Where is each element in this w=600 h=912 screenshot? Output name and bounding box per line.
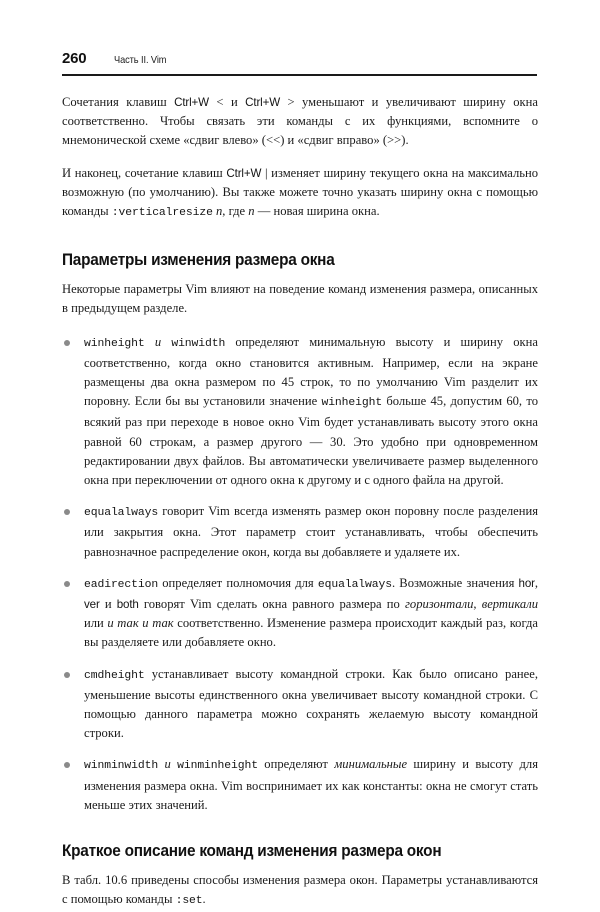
italic-n-2: n (248, 204, 255, 219)
text-run: определяет полномочия для (158, 575, 318, 590)
code-cmdheight: cmdheight (84, 669, 145, 682)
bullet-icon (64, 672, 70, 678)
code-winminwidth: winminwidth (84, 760, 159, 773)
text-run: Сочетания клавиш (62, 95, 175, 109)
text-run: и (99, 597, 117, 612)
text-run: определяют (257, 757, 335, 772)
text-run: < и (208, 95, 246, 109)
paragraph-summary-intro (62, 871, 538, 911)
text-run: | изменяет ширину текущего окна на максимально возможную (по умолчанию). Вы также можете точно указать ширину окна с помощью команды (62, 165, 539, 219)
list-item (62, 665, 538, 744)
list-item (62, 574, 538, 653)
italic-vertical: вертикали (481, 597, 538, 612)
value-hor: hor (518, 576, 535, 590)
bullet-icon (64, 581, 70, 587)
section-heading-summary: Краткое описание команд изменения размера окон (62, 842, 442, 861)
text-run: ширину и высоту для изменения размера окна. Vim воспринимает их как константы: окна не смогут стать меньше этих значений. (84, 757, 538, 812)
bullet-icon (64, 340, 70, 346)
text-run: больше 45, допустим 60, то всякий раз при переходе в новое окно Vim будет устанавливать высоту этого окна равной 60 строкам, а размер другого — 30. Это удобно при одновременном редактировании двух файлов. Вы автоматически увеличиваете размер выделенного окна при переключении от одного окна к другому и с одного файла на другой. (84, 394, 538, 488)
paragraph-verticalresize (62, 164, 538, 224)
code-winheight-2: winheight (321, 397, 383, 410)
text-run: В табл. 10.6 приведены способы изменения размера окон. Параметры устанавливаются с помощью команды (62, 873, 538, 907)
paragraph-options-intro: Некоторые параметры Vim влияют на поведение команд изменения размера, описанных в предыдущем разделе. (62, 282, 538, 316)
italic-minimalnye: минимальные (334, 757, 408, 772)
text-run: . Возможные значения (391, 575, 519, 590)
text-run: > уменьшают и увеличивают ширину окна соответственно. Чтобы связать эти команды с их функциями, вспомните о мнемонической схеме «сдвиг влево» (<<) и «сдвиг вправо» (>>). (62, 95, 538, 148)
italic-horizontal: горизонтали (404, 597, 474, 612)
bullet-icon (64, 509, 70, 515)
text-run: . (202, 892, 206, 907)
text-run: определяют минимальную высоту и ширину окна соответственно, когда окно становится активным. Например, если на экране размещены два окна размером по 45 строк, то по умолчанию Vim разделит их поровну. Если бы вы установили значение (84, 334, 538, 409)
section-heading-options: Параметры изменения размера окна (62, 251, 335, 270)
text-run: , где (222, 204, 249, 219)
value-ver: ver (84, 598, 100, 612)
paragraph-ctrl-w-angle (62, 93, 538, 151)
code-set: :set (175, 895, 203, 908)
italic-n-1: n (215, 204, 223, 219)
text-run: , (534, 575, 538, 590)
text-run (161, 335, 171, 349)
options-list (62, 333, 538, 815)
italic-conjunction: и (154, 334, 162, 349)
code-eadirection: eadirection (84, 578, 159, 591)
list-item (62, 333, 538, 491)
code-winheight: winheight (84, 337, 145, 350)
bullet-icon (64, 762, 70, 768)
page-number: 260 (62, 50, 87, 67)
text-run (145, 335, 155, 349)
list-item (62, 502, 538, 562)
code-verticalresize: :verticalresize (111, 207, 213, 220)
list-item (62, 755, 538, 815)
text-run: — новая ширина окна. (254, 204, 380, 219)
text-column (62, 93, 538, 912)
code-equalalways-2: equalalways (317, 578, 392, 591)
key-label-ctrl-w-1: Ctrl+W (174, 96, 209, 109)
text-run: или (84, 616, 108, 631)
italic-conjunction: и (164, 757, 171, 772)
text-run: говорит Vim всегда изменять размер окон поровну после разделения или закрытия окна. Этот параметр стоит устанавливать, чтобы обеспечить равнозначное распределение окон, когда вы добавляете и удаляете их. (84, 504, 538, 559)
header-rule (62, 74, 537, 76)
running-head-title: Часть II. Vim (114, 54, 167, 66)
code-winminheight: winminheight (177, 760, 258, 773)
code-equalalways: equalalways (84, 507, 159, 520)
text-run: устанавливает высоту командной строки. Как было описано ранее, уменьшение высоты единственного окна увеличивает высоту командной строки. С помощью данного параметра можно сохранять желаемую высоту командной строки. (84, 666, 538, 741)
key-label-ctrl-w-2: Ctrl+W (245, 96, 280, 109)
text-run: говорят Vim сделать окна равного размера по (138, 597, 405, 612)
key-label-ctrl-w-3: Ctrl+W (226, 166, 262, 180)
text-run: И наконец, сочетание клавиш (62, 165, 227, 180)
code-winwidth: winwidth (171, 337, 226, 350)
running-header (62, 50, 538, 67)
value-both: both (116, 598, 139, 612)
italic-both: и так и так (107, 616, 174, 631)
text-run: , (473, 597, 482, 612)
text-run: соответственно. Изменение размера происходит каждый раз, когда вы разделяете или добавляете окно. (84, 616, 539, 650)
